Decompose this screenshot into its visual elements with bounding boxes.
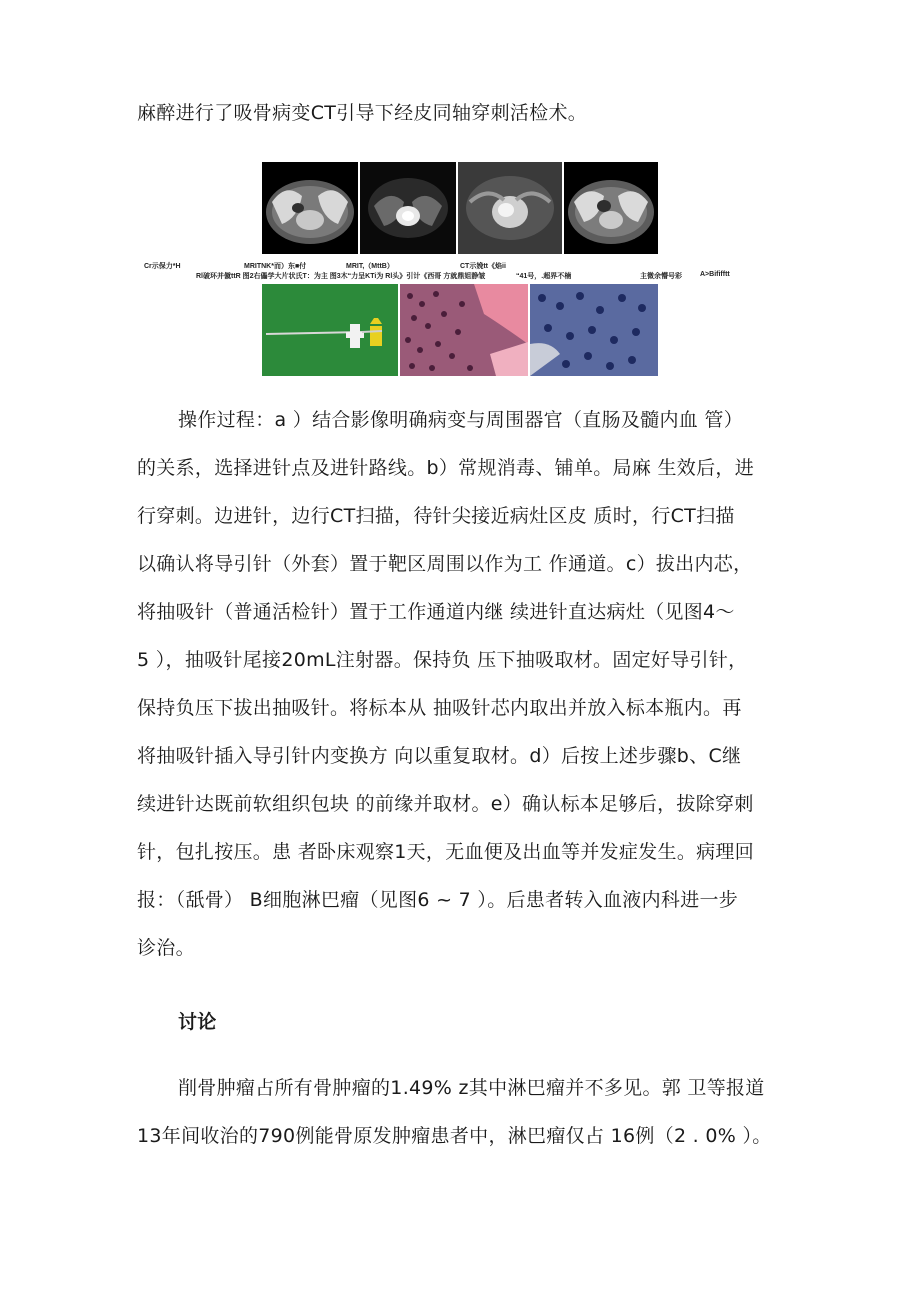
biopsy-needle-photo [262, 284, 398, 376]
procedure-line-2: 的关系，选择进针点及进针路线。b）常规消毒、铺单。局麻 生效后，进 [137, 457, 755, 479]
procedure-line-9: 续进针达既前软组织包块 的前缘并取材。e）确认标本足够后，拔除穿刺 [137, 793, 754, 815]
figure-caption-7: 主微余懵号彩 [640, 273, 682, 280]
figure-caption-3: MRIT,（MttB） [346, 263, 394, 270]
ct-scan-image-2 [564, 162, 658, 254]
intro-line: 麻醉进行了吸骨病变CT引导下经皮同轴穿刺活检术。 [137, 102, 588, 124]
discussion-heading: 讨论 [178, 1011, 217, 1033]
ct-scan-image-1 [262, 162, 358, 254]
procedure-line-10: 针，包扎按压。患 者卧床观察1天，无血便及出血等并发症发生。病理回 [137, 841, 755, 863]
figure-caption-5: Rl破环并僦ttR 图2右儡学大片状氏T：为主 图3木“力呈KTi为 Rl头》引计《西哥 方就鼎姐静皱 [196, 273, 486, 280]
procedure-line-1: 操作过程：a ）结合影像明确病变与周围器官（直肠及髓内血 管） [178, 409, 744, 431]
procedure-line-4: 以确认将导引针（外套）置于靶区周围以作为工 作通道。c）拔出内芯， [137, 553, 753, 575]
procedure-line-7: 保持负压下拔出抽吸针。将标本从 抽吸针芯内取出并放入标本瓶内。再 [137, 697, 742, 719]
figure-caption-6: “41号，.超界不楠 [516, 273, 572, 280]
mri-scan-image-2 [458, 162, 562, 254]
figure-caption-8: A>Bififftt [700, 271, 730, 278]
procedure-line-3: 行穿刺。边进针，边行CT扫描，待针尖接近病灶区皮 质时，行CT扫描 [137, 505, 735, 527]
discussion-line-2: 13年间收治的790例能骨原发肿瘤患者中，淋巴瘤仅占 16例（2 . 0% ）。 [137, 1125, 772, 1147]
procedure-line-8: 将抽吸针插入导引针内变换方 向以重复取材。d）后按上述步骤b、C继 [137, 745, 742, 767]
discussion-line-1: 削骨肿瘤占所有骨肿瘤的1.49% z其中淋巴瘤并不多见。郭 卫等报道 [178, 1077, 765, 1099]
histology-he-image [400, 284, 528, 376]
procedure-line-5: 将抽吸针（普通活检针）置于工作通道内继 续进针直达病灶（见图4～ [137, 601, 735, 623]
histology-ihc-image [530, 284, 658, 376]
figure-caption-2: MRITNK*而）东■付 [244, 263, 307, 270]
mri-scan-image-1 [360, 162, 456, 254]
figure-caption-4: CT示娩tt《焰ii [460, 263, 506, 270]
figure-image-composite [144, 160, 730, 378]
procedure-line-11: 报：（舐骨） B细胞淋巴瘤（见图6 ~ 7 ）。后患者转入血液内科进一步 [137, 889, 739, 911]
figure-caption-1: Cr示保力*H [144, 263, 181, 270]
procedure-line-12: 诊治。 [137, 937, 195, 959]
procedure-line-6: 5 ），抽吸针尾接20mL注射器。保持负 压下抽吸取材。固定好导引针， [137, 649, 748, 671]
